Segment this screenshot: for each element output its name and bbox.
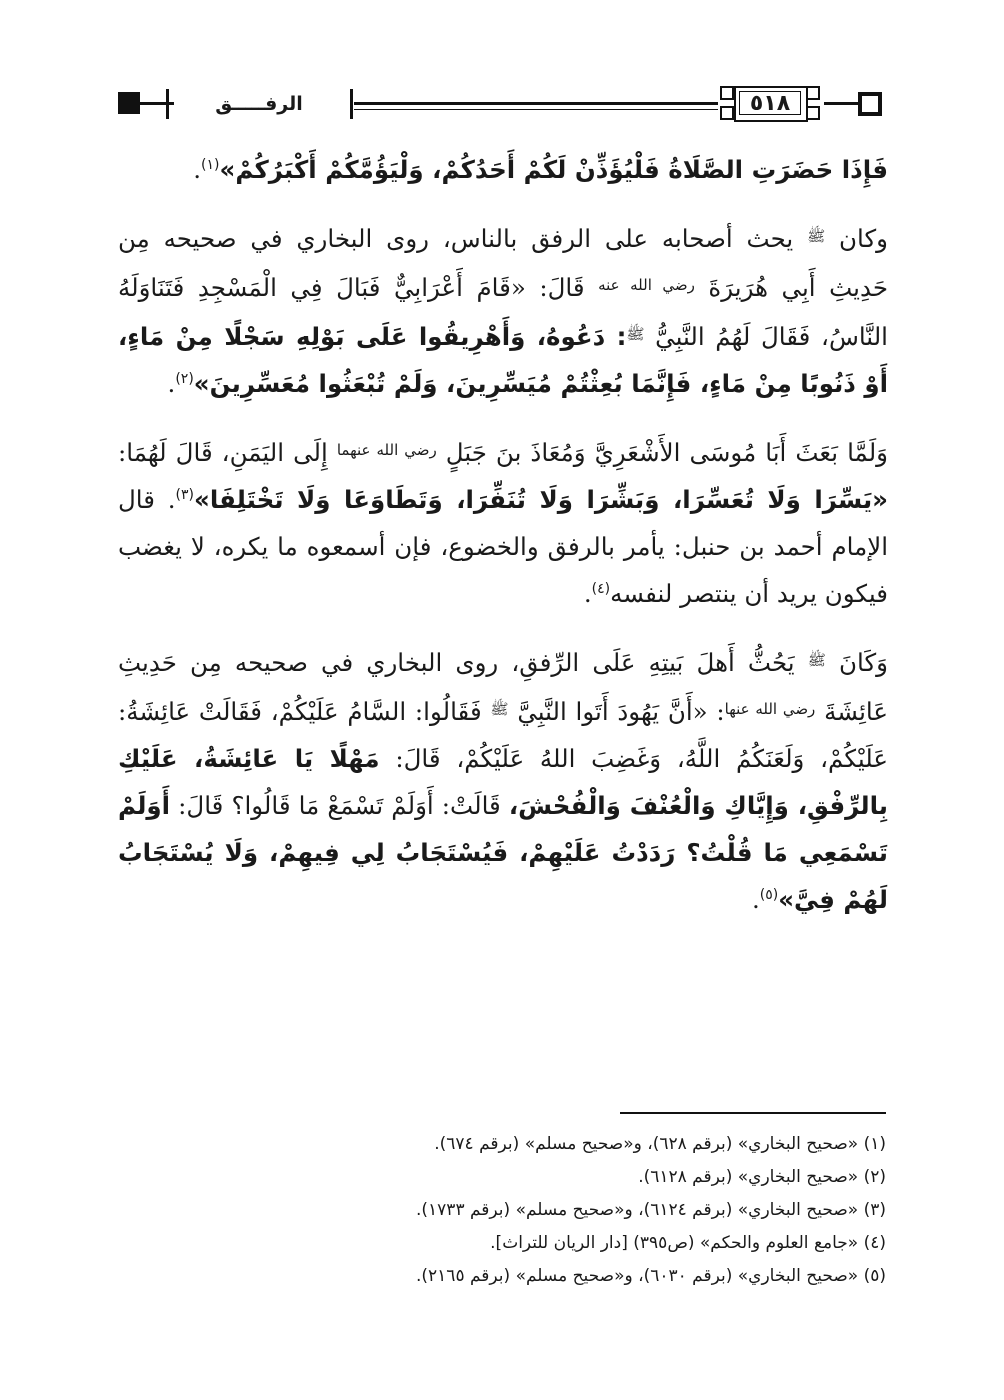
header-rule-middle [354, 102, 724, 105]
footnote: (١) «صحيح البخاري» (برقم ٦٢٨)، و«صحيح مسلم» (برقم ٦٧٤). [434, 1134, 886, 1154]
page-number-frame [718, 84, 824, 124]
hadith-text: أَوَلَمْ تَسْمَعِي مَا قُلْتُ؟ رَدَدْتُ عَلَيْهِمْ، فَيُسْتَجَابُ لِي فِيهِمْ، وَلَا يُسْتَجَابُ لَهُمْ فِيَّ» [118, 791, 888, 914]
paragraph [118, 213, 888, 407]
hadith-text: «يَسِّرَا وَلَا تُعَسِّرَا، وَبَشِّرَا وَلَا تُنَفِّرَا، وَتَطَاوَعَا وَلَا تَخْتَلِفَا» [194, 485, 888, 514]
text-run: وكان [839, 224, 888, 253]
sentence-end: . [193, 155, 202, 184]
footnote: (٥) «صحيح البخاري» (برقم ٦٠٣٠)، و«صحيح مسلم» (برقم ٢١٦٥). [416, 1266, 886, 1286]
header-divider [166, 89, 169, 119]
text-run: وَكَانَ [839, 648, 888, 677]
footnote-ref: (١) [201, 156, 220, 173]
text-run: قَالَتْ: أَوَلَمْ تَسْمَعْ مَا قَالُوا؟ قَالَ: [178, 791, 501, 820]
text-run: يَحُثُّ أَهلَ بَيتِهِ عَلَى الرِّفقِ، روى البخاري في صحيحه مِن حَدِيثِ عَائِشَةَ [118, 648, 888, 726]
honorific-glyph: رضي الله عنها [724, 700, 816, 718]
running-title-text: الرفـــــق [215, 93, 303, 115]
header-right-ornament [858, 92, 882, 116]
sentence-end: . [167, 369, 176, 398]
paragraph [118, 427, 888, 617]
honorific-glyph: ﷺ [626, 325, 645, 343]
footnote: (٣) «صحيح البخاري» (برقم ٦١٢٤)، و«صحيح مسلم» (برقم ١٧٣٣). [416, 1200, 886, 1220]
page-header [118, 84, 886, 124]
footnote-separator [620, 1112, 886, 1114]
frame-knot-ornament [806, 86, 820, 100]
text-run: قَالَ: «قَامَ أَعْرَابِيٌّ فَبَالَ فِي الْمَسْجِدِ فَتَنَاوَلَهُ النَّاسُ، فَقَالَ لَهُمُ النَّبِيُّ [118, 273, 888, 351]
hadith-text: فَإِذَا حَضَرَتِ الصَّلَاةُ فَلْيُؤَذِّنْ لَكُمْ أَحَدُكُمْ، وَلْيَؤُمَّكُمْ أَكْبَرُكُمْ» [219, 155, 888, 184]
running-title [174, 86, 344, 122]
paragraph [118, 637, 888, 923]
footnote: (٢) «صحيح البخاري» (برقم ٦١٢٨). [638, 1167, 886, 1187]
text-run: يحث أصحابه على الرفق بالناس، روى البخاري في صحيحه مِن حَدِيثِ أَبِي هُرَيرَةَ [118, 224, 888, 302]
text-run: وَلَمَّا بَعَثَ أَبَا مُوسَى الأَشْعَرِيَّ وَمُعَاذَ بنَ جَبَلٍ [445, 438, 889, 467]
header-rule-middle-thin [354, 109, 724, 110]
sentence-end: . [583, 579, 592, 608]
hadith-text: : دَعُوهُ، وَأَهْرِيقُوا عَلَى بَوْلِهِ سَجْلًا مِنْ مَاءٍ، أَوْ ذَنُوبًا مِنْ مَاءٍ، فَإِنَّمَا بُعِثْتُمْ مُيَسِّرِينَ، وَلَمْ تُبْعَثُوا مُعَسِّرِينَ» [118, 322, 888, 398]
paragraph [118, 146, 888, 193]
footnotes [118, 1128, 886, 1293]
page-number: ٥١٨ [749, 90, 791, 116]
text-run: : «أَنَّ يَهُودَ أَتَوا النَّبِيَّ [517, 697, 725, 726]
frame-knot-ornament [806, 106, 820, 120]
footnote-ref: (٤) [591, 580, 611, 597]
footnote: (٤) «جامع العلوم والحكم» (ص٣٩٥) [دار الريان للتراث]. [490, 1233, 886, 1253]
footnote-ref: (٣) [175, 486, 195, 503]
footnote-ref: (٢) [175, 370, 194, 387]
honorific-glyph: رضي الله عنه [598, 276, 695, 294]
header-divider [350, 89, 353, 119]
frame-knot-ornament [720, 86, 734, 100]
honorific-glyph: ﷺ [807, 651, 826, 669]
main-text [118, 146, 888, 923]
frame-knot-ornament [720, 106, 734, 120]
footnote-ref: (٥) [759, 886, 779, 903]
hadith-text: مَهْلًا يَا عَائِشَةُ، عَلَيْكِ بِالرِّفْقِ، وَإِيَّاكِ وَالْعُنْفَ وَالْفُحْشَ، [118, 744, 888, 820]
text-run: . قال الإمام أحمد بن حنبل: يأمر بالرفق والخضوع، فإن أسمعوه ما يكره، لا يغضب فيكون يريد أن ينتصر لنفسه [118, 485, 888, 608]
sentence-end: . [751, 885, 760, 914]
honorific-glyph: ﷺ [490, 700, 509, 718]
text-run: فَقَالُوا: السَّامُ عَلَيْكُمْ، فَقَالَتْ عَائِشَةُ: عَلَيْكُمْ، وَلَعَنَكُمُ اللَّهُ، وَغَضِبَ اللهُ عَلَيْكُمْ، قَالَ: [118, 697, 888, 773]
honorific-glyph: ﷺ [807, 227, 826, 245]
honorific-glyph: رضي الله عنهما [336, 441, 437, 459]
text-run: إِلَى اليَمَنِ، قَالَ لَهُمَا: [118, 438, 328, 467]
header-left-ornament [118, 92, 140, 114]
